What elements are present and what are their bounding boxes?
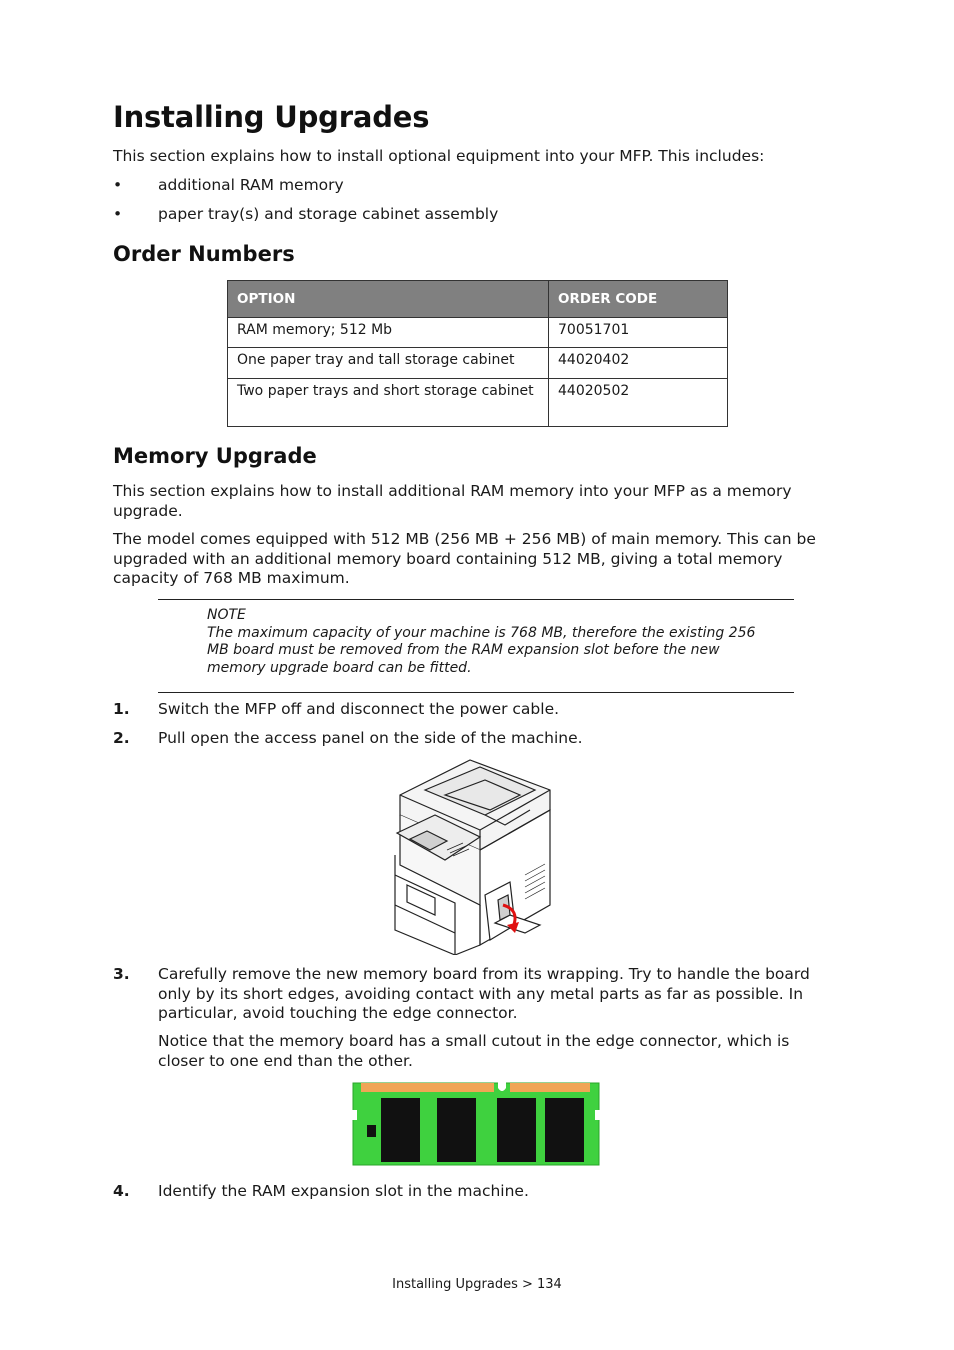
intro-text: This section explains how to install optional equipment into your MFP. This includes: <box>113 147 765 165</box>
order-numbers-heading: Order Numbers <box>113 242 295 266</box>
note-top-rule <box>158 599 794 600</box>
step-text: Pull open the access panel on the side of the machine. <box>158 729 583 747</box>
table-cell: 44020402 <box>549 348 728 379</box>
memory-board-illustration <box>352 1080 600 1166</box>
table-row <box>228 318 728 348</box>
memory-intro-paragraph: This section explains how to install additional RAM memory into your MFP as a memory upgrade. <box>113 482 792 520</box>
bullet-item: additional RAM memory <box>158 176 344 194</box>
table-header-row <box>228 281 728 318</box>
step-number: 3. <box>113 965 130 983</box>
table-cell: 70051701 <box>549 318 728 348</box>
table-cell: One paper tray and tall storage cabinet <box>228 348 549 379</box>
step-text: Switch the MFP off and disconnect the power cable. <box>158 700 560 718</box>
page-footer: Installing Upgrades > 134 <box>392 1277 562 1292</box>
page-title: Installing Upgrades <box>113 100 430 134</box>
bullet-marker: • <box>113 176 123 194</box>
column-header-option: OPTION <box>228 281 549 318</box>
table-row <box>228 379 728 427</box>
step-number: 2. <box>113 729 130 747</box>
note-bottom-rule <box>158 692 794 693</box>
mfp-illustration <box>385 755 565 955</box>
note-text: The maximum capacity of your machine is 768 MB, therefore the existing 256 MB board must be removed from the RAM expansion slot before the new memory upgrade board can be fitted. <box>207 624 756 676</box>
step-text: Identify the RAM expansion slot in the machine. <box>158 1182 529 1200</box>
bullet-item: paper tray(s) and storage cabinet assembly <box>158 205 499 223</box>
table-cell: 44020502 <box>549 379 728 427</box>
memory-capacity-paragraph: The model comes equipped with 512 MB (256 MB + 256 MB) of main memory. This can be upgraded with an additional memory board containing 512 MB, giving a total memory capacity of 768 MB maximum. <box>113 530 816 587</box>
step-text: Carefully remove the new memory board from its wrapping. Try to handle the board only by its short edges, avoiding contact with any metal parts as far as possible. In particular, avoid touching the edge connector. <box>158 965 810 1022</box>
step-number: 4. <box>113 1182 130 1200</box>
note-box <box>207 607 777 677</box>
memory-upgrade-heading: Memory Upgrade <box>113 444 317 468</box>
note-label: NOTE <box>207 607 246 623</box>
order-numbers-table <box>227 280 728 427</box>
column-header-order-code: ORDER CODE <box>549 281 728 318</box>
table-cell: Two paper trays and short storage cabinet <box>228 379 549 427</box>
bullet-marker: • <box>113 205 123 223</box>
table-cell: RAM memory; 512 Mb <box>228 318 549 348</box>
step-3-note: Notice that the memory board has a small cutout in the edge connector, which is closer to one end than the other. <box>158 1032 790 1070</box>
table-row <box>228 348 728 379</box>
step-number: 1. <box>113 700 130 718</box>
